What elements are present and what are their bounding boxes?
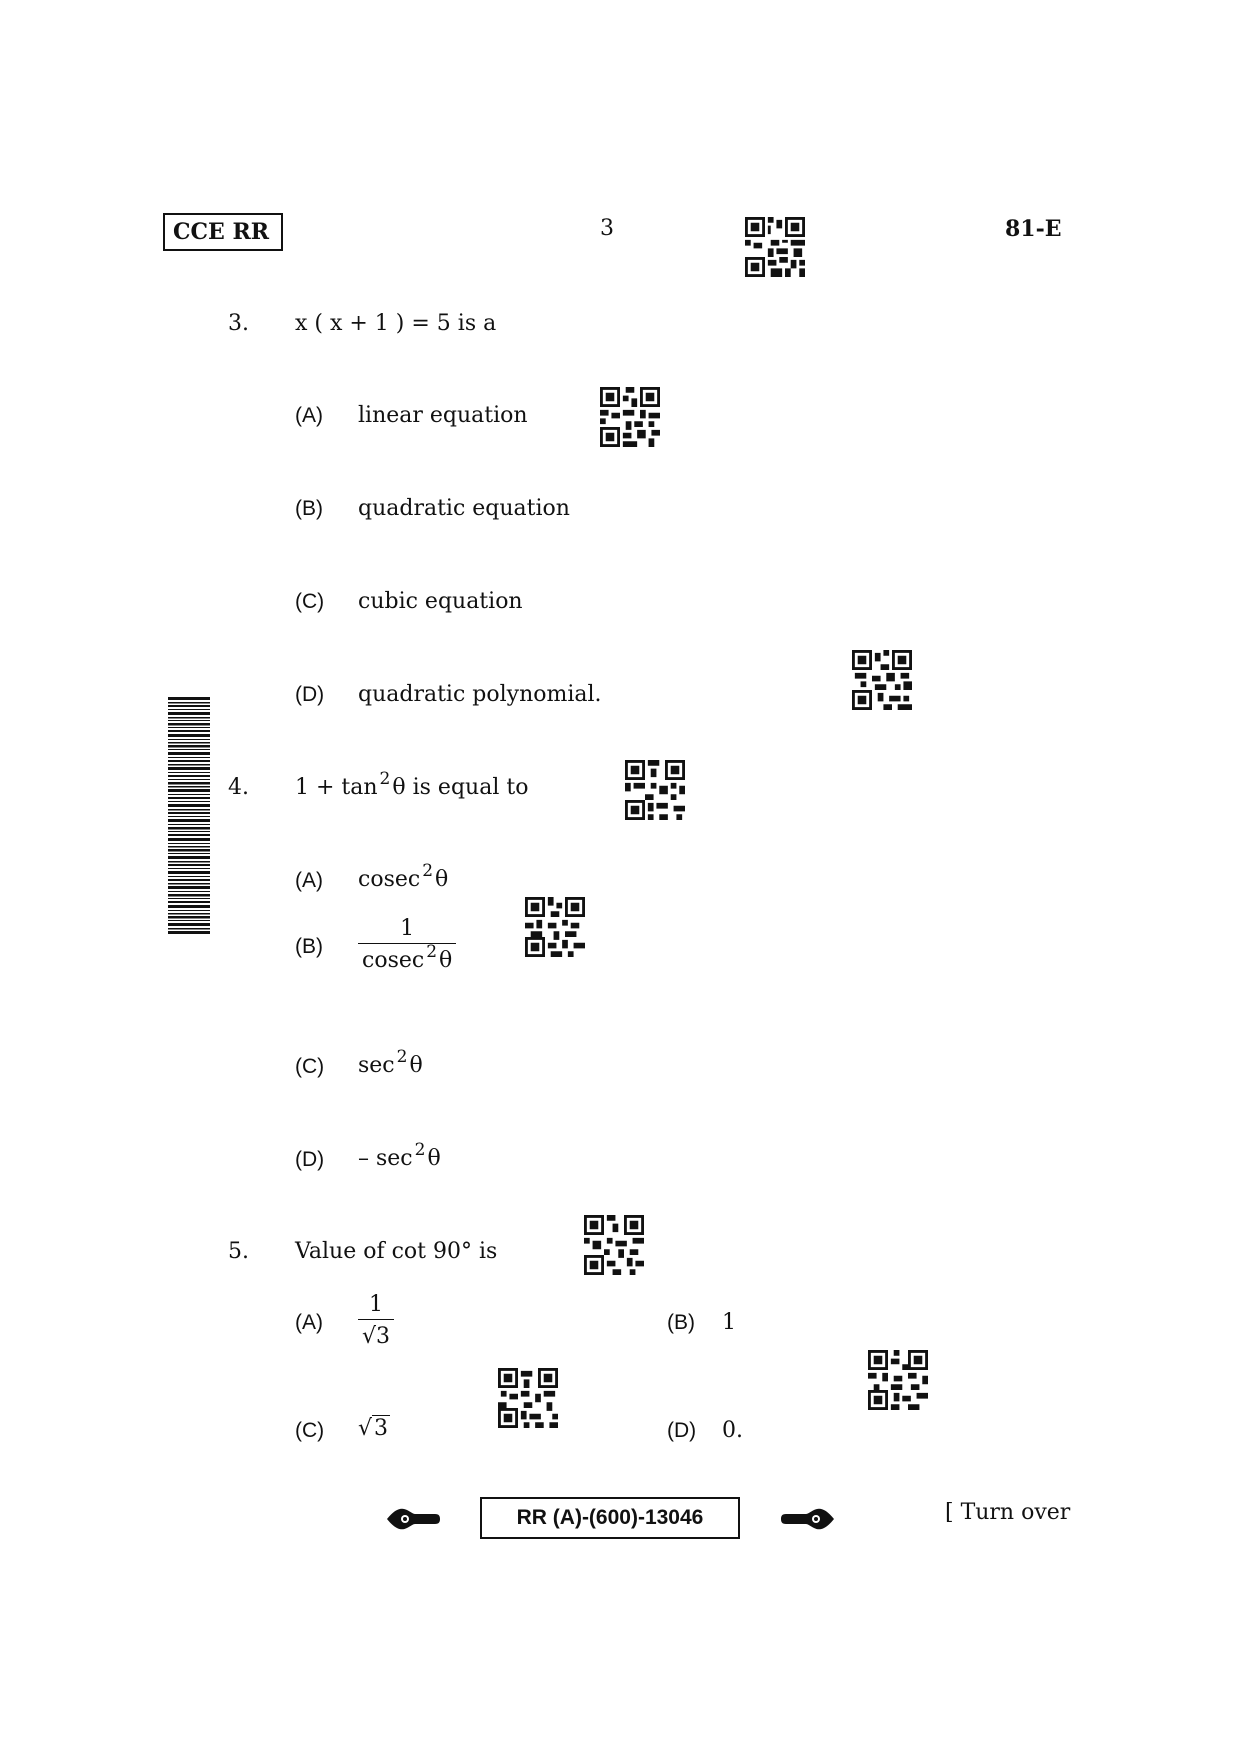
q5-option-a-label: (A) — [295, 1311, 323, 1334]
q5-c-radicand: 3 — [374, 1416, 389, 1441]
q5-option-d-label: (D) — [667, 1419, 697, 1442]
q5-a-numerator: 1 — [358, 1292, 394, 1320]
q5-a-denominator: √3 — [362, 1324, 391, 1349]
q3-option-d-label: (D) — [295, 683, 325, 706]
q4-b-numerator: 1 — [358, 916, 456, 944]
q4-text-a: 1 + tan — [295, 775, 378, 800]
qr-code-icon — [584, 1215, 644, 1275]
q3-option-d-text: quadratic polynomial. — [358, 682, 602, 707]
q5-option-c-sqrt: √3 — [358, 1416, 389, 1441]
q4-option-a-text — [358, 861, 449, 892]
qr-code-icon — [625, 760, 685, 820]
q4-a-sup: 2 — [422, 861, 434, 881]
q5-option-d-text: 0. — [722, 1418, 743, 1443]
q4-c-sup: 2 — [396, 1047, 408, 1067]
q5-option-b-text: 1 — [722, 1310, 736, 1335]
right-ornament-icon — [780, 1504, 836, 1534]
qr-code-icon — [498, 1368, 558, 1428]
qr-code-icon — [600, 387, 660, 447]
question-4-text — [295, 769, 529, 800]
q4-text-sup: 2 — [379, 769, 391, 789]
series-label: CCE RR — [163, 213, 283, 251]
question-3-text: x ( x + 1 ) = 5 is a — [295, 311, 497, 336]
q4-text-b: θ is equal to — [392, 775, 529, 800]
q5-a-radicand: 3 — [376, 1324, 391, 1349]
q4-c-base: sec — [358, 1053, 395, 1078]
question-4-number: 4. — [228, 775, 249, 800]
q4-d-base: – sec — [358, 1146, 413, 1171]
q3-option-b-text: quadratic equation — [358, 496, 570, 521]
paper-code: 81-E — [1005, 216, 1062, 242]
footer-code: RR (A)-(600)-13046 — [480, 1497, 740, 1539]
q4-option-b-fraction — [358, 916, 456, 973]
q4-option-d-text — [358, 1140, 441, 1171]
q4-option-a-label: (A) — [295, 869, 323, 892]
q4-b-denominator — [358, 944, 456, 973]
q3-option-a-text: linear equation — [358, 403, 528, 428]
barcode-icon — [168, 697, 210, 935]
question-5-number: 5. — [228, 1239, 249, 1264]
q3-option-c-text: cubic equation — [358, 589, 523, 614]
qr-code-icon — [868, 1350, 928, 1410]
q4-b-den-sup: 2 — [426, 942, 438, 962]
q4-a-base: cosec — [358, 867, 421, 892]
q3-option-a-label: (A) — [295, 404, 323, 427]
question-3-number: 3. — [228, 311, 249, 336]
q4-d-theta: θ — [427, 1146, 441, 1171]
qr-code-icon — [525, 897, 585, 957]
q4-option-d-label: (D) — [295, 1148, 325, 1171]
turn-over-label: [ Turn over — [945, 1500, 1071, 1525]
page-number: 3 — [600, 216, 614, 241]
q4-b-den-theta: θ — [439, 948, 453, 973]
qr-code-icon — [745, 217, 805, 277]
q4-d-sup: 2 — [414, 1140, 426, 1160]
q4-b-den-base: cosec — [362, 948, 425, 973]
q5-option-a-fraction — [358, 1292, 394, 1349]
q4-option-c-label: (C) — [295, 1055, 325, 1078]
q4-option-c-text — [358, 1047, 423, 1078]
q4-c-theta: θ — [409, 1053, 423, 1078]
q3-option-c-label: (C) — [295, 590, 325, 613]
q3-option-b-label: (B) — [295, 497, 323, 520]
question-5-text: Value of cot 90° is — [295, 1239, 498, 1264]
q4-a-theta: θ — [435, 867, 449, 892]
q5-option-b-label: (B) — [667, 1311, 695, 1334]
q4-option-b-label: (B) — [295, 935, 323, 958]
qr-code-icon — [852, 650, 912, 710]
q5-option-c-label: (C) — [295, 1419, 325, 1442]
left-ornament-icon — [385, 1504, 441, 1534]
